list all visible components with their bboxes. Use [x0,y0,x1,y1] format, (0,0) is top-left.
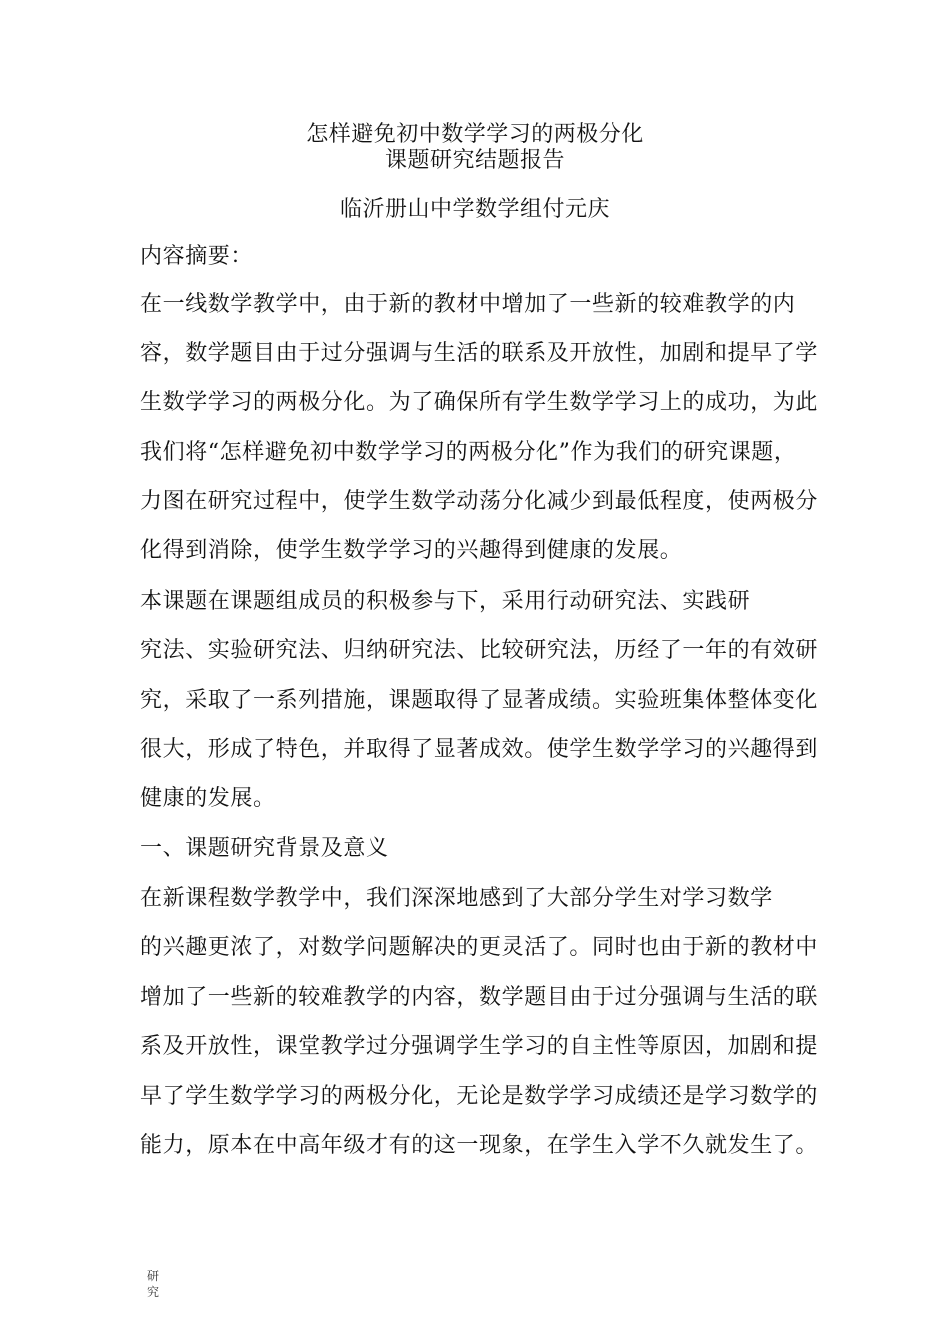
author-line: 临沂册山中学数学组付元庆 [339,197,610,222]
paragraph-line: 究法、实验研究法、归纳研究法、比较研究法，历经了一年的有效研 [140,638,819,663]
paragraph-line: 生数学学习的两极分化。为了确保所有学生数学学习上的成功，为此 [140,390,819,415]
paragraph-line: 能力，原本在中高年级才有的这一现象，在学生入学不久就发生了。 [140,1133,819,1158]
document-subtitle: 课题研究结题报告 [384,148,565,173]
footer-note: 研究 [147,1269,160,1299]
paragraph-line: 的兴趣更浓了，对数学问题解决的更灵活了。同时也由于新的教材中 [140,935,819,960]
paragraph-line: 很大，形成了特色，并取得了显著成效。使学生数学学习的兴趣得到 [140,737,819,762]
paragraph-line: 增加了一些新的较难教学的内容，数学题目由于过分强调与生活的联 [140,985,819,1010]
paragraph-line: 健康的发展。 [140,786,276,811]
section-heading: 一、课题研究背景及意义 [140,836,389,861]
document-title: 怎样避免初中数学学习的两极分化 [306,122,644,147]
paragraph-line: 容，数学题目由于过分强调与生活的联系及开放性，加剧和提早了学 [140,341,819,366]
paragraph-line: 早了学生数学学习的两极分化，无论是数学学习成绩还是学习数学的 [140,1084,819,1109]
paragraph-line: 究，采取了一系列措施，课题取得了显著成绩。实验班集体整体变化 [140,688,819,713]
paragraph-line: 本课题在课题组成员的积极参与下，采用行动研究法、实践研 [140,589,751,614]
paragraph-line: 我们将“怎样避免初中数学学习的两极分化”作为我们的研究课题， [140,440,797,465]
paragraph-line: 化得到消除，使学生数学学习的兴趣得到健康的发展。 [140,538,683,563]
paragraph-line: 系及开放性，课堂教学过分强调学生学习的自主性等原因，加剧和提 [140,1034,819,1059]
paragraph-line: 在一线数学教学中，由于新的教材中增加了一些新的较难教学的内 [140,292,796,317]
paragraph-line: 力图在研究过程中，使学生数学动荡分化减少到最低程度，使两极分 [140,489,819,514]
paragraph-line: 在新课程数学教学中，我们深深地感到了大部分学生对学习数学 [140,886,773,911]
abstract-heading: 内容摘要： [140,244,254,269]
